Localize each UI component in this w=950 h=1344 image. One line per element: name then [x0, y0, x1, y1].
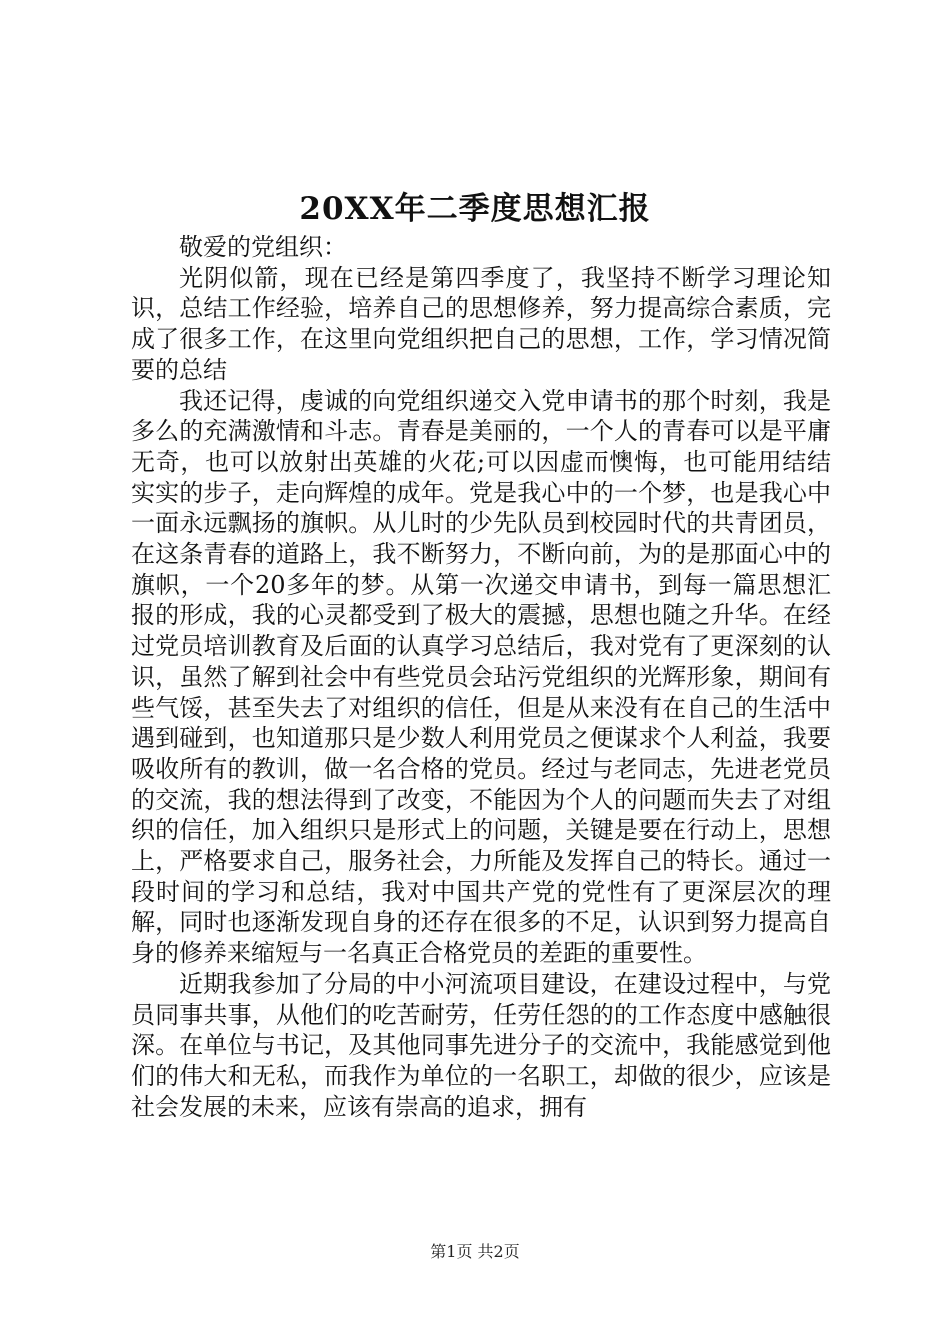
page-footer: 第1页 共2页	[430, 1242, 520, 1261]
paragraph-2: 我还记得，虔诚的向党组织递交入党申请书的那个时刻，我是多么的充满激情和斗志。青春是美丽的，一个人的青春可以是平庸无奇，也可以放射出英雄的火花;可以因虚而懊悔，也可能用结结实实的步子，走向辉煌的成年。党是我心中的一个梦，也是我心中一面永远飘扬的旗帜。从儿时的少先队员到校园时代的共青团员，在这条青春的道路上，我不断努力，不断向前，为的是那面心中的旗帜，一个20多年的梦。从第一次递交申请书，到每一篇思想汇报的形成，我的心灵都受到了极大的震撼，思想也随之升华。在经过党员培训教育及后面的认真学习总结后，我对党有了更深刻的认识，虽然了解到社会中有些党员会玷污党组织的光辉形象，期间有些气馁，甚至失去了对组织的信任，但是从来没有在自己的生活中遇到碰到，也知道那只是少数人利用党员之便谋求个人利益，我要吸收所有的教训，做一名合格的党员。经过与老同志，先进老党员的交流，我的想法得到了改变，不能因为个人的问题而失去了对组织的信任，加入组织只是形式上的问题，关键是要在行动上，思想上，严格要求自己，服务社会，力所能及发挥自己的特长。通过一段时间的学习和总结，我对中国共产党的党性有了更深层次的理解，同时也逐渐发现自身的还存在很多的不足，认识到努力提高自身的修养来缩短与一名真正合格党员的差距的重要性。	[131, 386, 831, 968]
document-body	[131, 232, 831, 1122]
salutation: 敬爱的党组织：	[179, 233, 347, 261]
paragraph-3: 近期我参加了分局的中小河流项目建设，在建设过程中，与党员同事共事，从他们的吃苦耐劳，任劳任怨的的工作态度中感触很深。在单位与书记，及其他同事先进分子的交流中，我能感觉到他们的伟大和无私，而我作为单位的一名职工，却做的很少，应该是社会发展的未来，应该有崇高的追求，拥有	[131, 969, 831, 1121]
page-title: 20XX年二季度思想汇报	[299, 191, 651, 227]
paragraph-1: 光阴似箭，现在已经是第四季度了，我坚持不断学习理论知识，总结工作经验，培养自己的思想修养，努力提高综合素质，完成了很多工作，在这里向党组织把自己的思想，工作，学习情况简要的总结	[131, 263, 831, 384]
